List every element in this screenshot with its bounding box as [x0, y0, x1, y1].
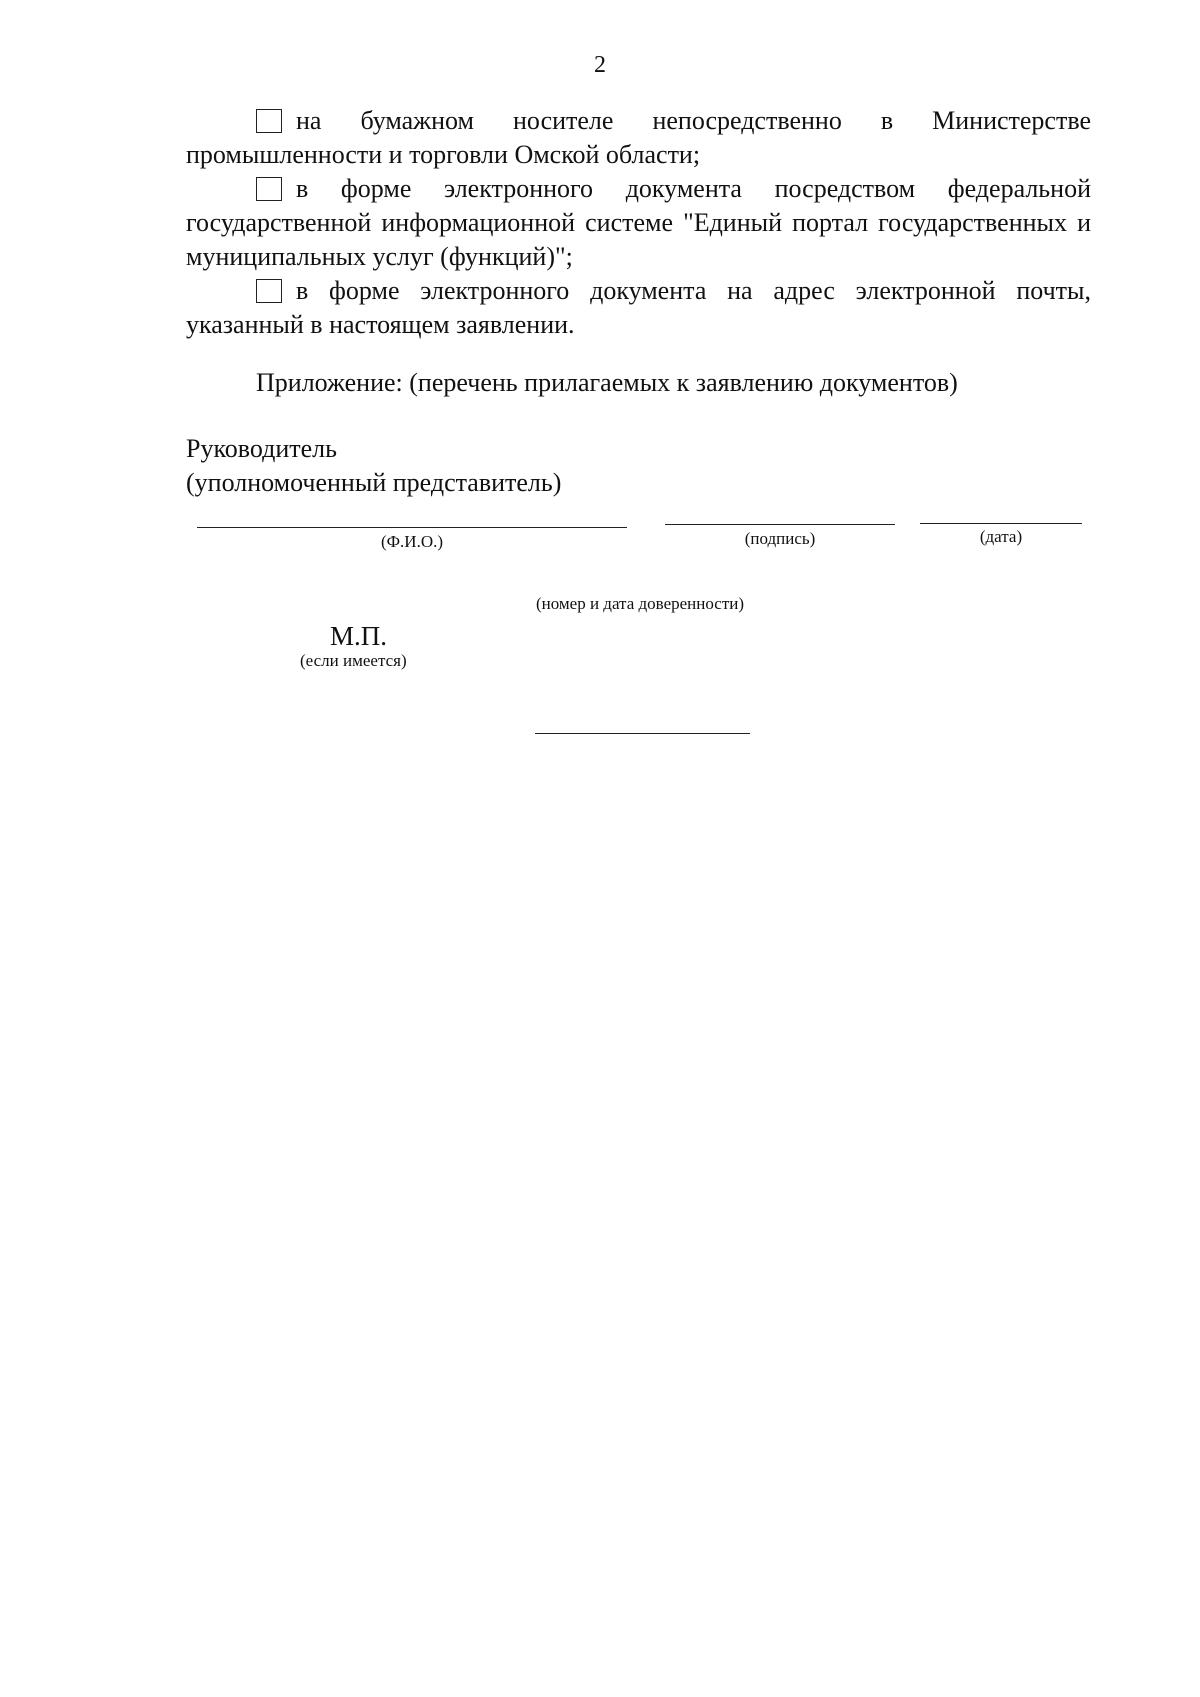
fio-caption: (Ф.И.О.): [380, 532, 444, 551]
attachment-line: Приложение: (перечень прилагаемых к заявлению документов): [256, 368, 958, 397]
option-email-text: в форме электронного документа на адрес электронной почты, указанный в настоящем заявлении.: [186, 276, 1091, 339]
stamp-note: (если имеется): [300, 651, 407, 670]
signature-line[interactable]: [665, 524, 895, 525]
signature-caption: (подпись): [744, 529, 816, 548]
fio-line[interactable]: [197, 527, 627, 528]
checkbox-paper[interactable]: [256, 109, 282, 133]
checkbox-email[interactable]: [256, 279, 282, 303]
delivery-options: [186, 104, 1091, 342]
signatory-title: Руководитель: [186, 434, 337, 463]
option-gosuslugi-text: в форме электронного документа посредством федеральной государственной информационной системе "Единый портал государственных и муниципальных услуг (функций)";: [186, 174, 1091, 271]
option-email: [186, 274, 1091, 342]
end-separator: [535, 733, 750, 734]
option-gosuslugi: [186, 172, 1091, 274]
option-paper: [186, 104, 1091, 172]
checkbox-gosuslugi[interactable]: [256, 177, 282, 201]
stamp-label: М.П.: [330, 621, 388, 651]
signatory-subtitle: (уполномоченный представитель): [186, 468, 562, 497]
page-number: 2: [594, 52, 606, 78]
option-paper-text: на бумажном носителе непосредственно в Министерстве промышленности и торговли Омской области;: [186, 106, 1091, 169]
date-caption: (дата): [979, 527, 1023, 546]
date-line[interactable]: [920, 523, 1082, 524]
power-of-attorney-caption: (номер и дата доверенности): [535, 594, 745, 613]
